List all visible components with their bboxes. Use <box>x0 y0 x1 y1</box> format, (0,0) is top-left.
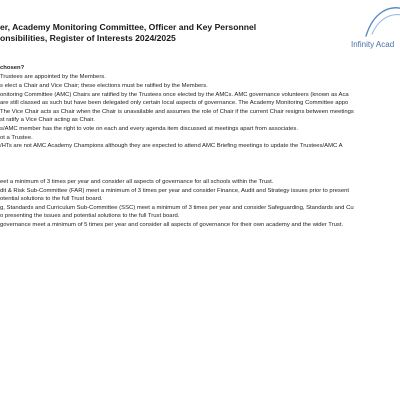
logo-swoosh-icon <box>348 2 400 42</box>
title-line-2: onsibilities, Register of Interests 2024/2025 <box>0 33 176 43</box>
title-line-1: er, Academy Monitoring Committee, Officer and Key Personnel <box>0 22 257 32</box>
body-line: s/AMC member has the right to vote on each and every agenda item discussed at meetings apart from associates. <box>0 126 298 132</box>
logo-text: Infinity Acad <box>351 40 395 49</box>
body-line: st ratify a Vice Chair acting as Chair. <box>0 117 95 123</box>
body-line: g, Standards and Curriculum Sub-Committee (SSC) meet a minimum of 3 times per year and consider Safeguarding, Standards and Cu <box>0 205 354 211</box>
body-line: s elect a Chair and Vice Chair; these elections must be ratified by the Members. <box>0 83 208 89</box>
body-line: governance meet a minimum of 5 times per year and consider all aspects of governance for their own academy and the wider Trust. <box>0 222 344 228</box>
body-line: Trustees are appointed by the Members. <box>0 74 106 80</box>
body-line: otential solutions to the full Trust board. <box>0 196 103 202</box>
body-line: eet a minimum of 3 times per year and consider all aspects of governance for all schools within the Trust. <box>0 179 274 185</box>
body-line: o presenting the issues and potential solutions to the full Trust board. <box>0 213 180 219</box>
body-line: /HTs are not AMC Academy Champions although they are expected to attend AMC Briefing meetings to update the Trustees/AMC A <box>0 143 343 149</box>
body-line: dit & Risk Sub-Committee (FAR) meet a minimum of 3 times per year and consider Finance, Audit and Strategy issues prior to present <box>0 188 350 194</box>
body-line: The Vice Chair acts as Chair when the Chair is unavailable and assumes the role of Chair if the current Chair resigns between meetings <box>0 109 354 115</box>
document-title <box>0 22 256 44</box>
body-line: are still classed as such but have been delegated only certain local aspects of governance. The Academy Monitoring Committee appo <box>0 100 349 106</box>
body-line: onitoring Committee (AMC) Chairs are ratified by the Trustees once elected by the AMCs. AMC governance volunteers (known as Aca <box>0 92 349 98</box>
section-heading-chosen: chosen? <box>0 65 25 71</box>
infinity-academy-logo <box>348 2 400 58</box>
body-line: ot a Trustee. <box>0 135 33 141</box>
